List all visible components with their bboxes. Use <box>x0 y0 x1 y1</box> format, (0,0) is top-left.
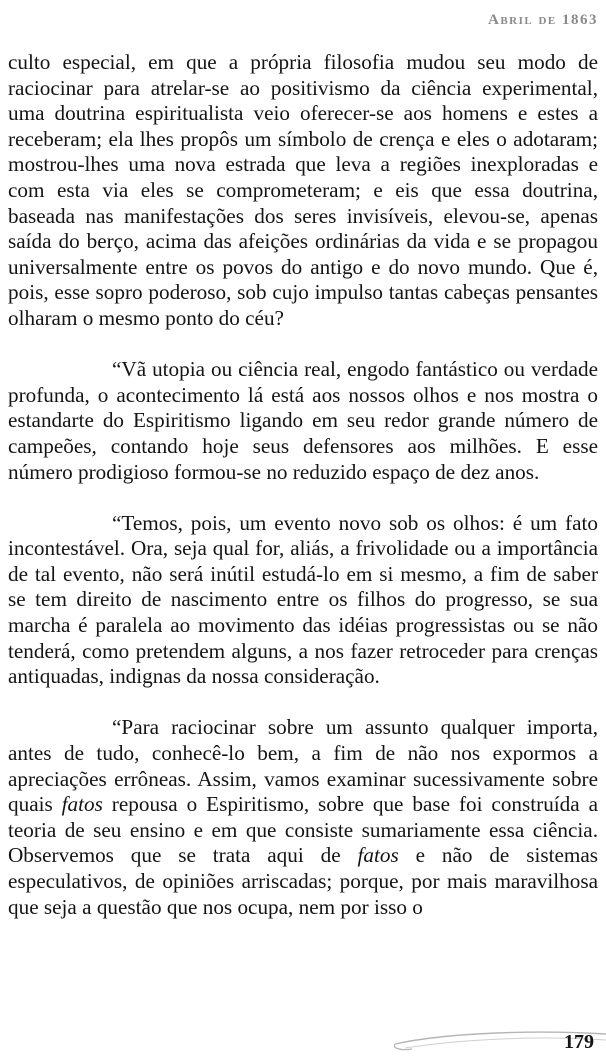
paragraph <box>8 715 598 920</box>
body-text <box>8 50 598 920</box>
paragraph <box>8 511 598 690</box>
text-run: “Vã utopia ou ciência real, engodo fantástico ou verdade profunda, o acontecimento lá está aos nossos olhos e nos mostra o estandarte do Espiritismo ligando em seu redor grande número de campeões, contando hoje seus defensores aos milhões. E esse número prodigioso formou-se no reduzido espaço de dez anos. <box>8 357 598 484</box>
text-run: “Para raciocinar sobre um assunto qualquer importa, antes de tudo, conhecê-lo bem, a fim de não nos expormos a apreciações errôneas. Assim, vamos examinar sucessivamente sobre quais <box>8 715 598 817</box>
italic-word: fatos <box>61 792 103 817</box>
running-header: Abril de 1863 <box>487 12 598 28</box>
text-run: e não de sistemas especulativos, de opiniões arriscadas; porque, por mais maravilhosa que seja a questão que nos ocupa, nem por isso o <box>8 843 598 919</box>
text-run: repousa o Espiritismo, sobre que base foi construída a teoria de seu ensino e em que consiste sumariamente essa ciência. Observemos que se trata aqui de <box>8 792 598 868</box>
decorative-swoosh-rule <box>0 1024 606 1062</box>
paragraph <box>8 357 598 485</box>
text-run: “Temos, pois, um evento novo sob os olhos: é um fato incontestável. Ora, seja qual for, aliás, a frivolidade ou a importância de tal evento, não será inútil estudá-lo em si mesmo, a fim de saber se tem direito de nascimento entre os filhos do progresso, se sua marcha é paralela ao movimento das idéias progressistas ou se não tenderá, como pretendem alguns, a nos fazer retroceder para crenças antiquadas, indignas da nossa consideração. <box>8 510 598 689</box>
italic-word: fatos <box>357 843 399 868</box>
text-run: culto especial, em que a própria filosofia mudou seu modo de raciocinar para atrelar-se ao positivismo da ciência experimental, uma doutrina espiritualista veio oferecer-se aos homens e estes a receberam; ela lhes propôs um símbolo de crença e eles o adotaram; mostrou-lhes uma nova estrada que leva a regiões inexploradas e com esta via eles se comprometeram; e eis que essa doutrina, baseada nas manifestações dos seres invisíveis, elevou-se, apenas saída do berço, acima das afeições ordinárias da vida e se propagou universalmente entre os povos do antigo e do novo mundo. Que é, pois, esse sopro poderoso, sob cujo impulso tantas cabeças pensantes olharam o mesmo ponto do céu? <box>8 50 598 330</box>
page-number: 179 <box>564 1031 594 1053</box>
paragraph <box>8 50 598 332</box>
